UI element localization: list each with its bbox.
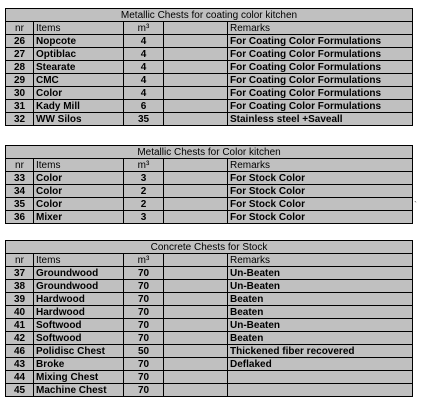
table-row	[6, 172, 413, 185]
row-nr: 27	[6, 48, 34, 61]
stray-mark: `	[414, 200, 417, 210]
row-blank	[164, 87, 228, 100]
row-remarks	[228, 384, 413, 397]
table-title-row	[6, 146, 413, 159]
row-remarks: Un-Beaten	[228, 319, 413, 332]
row-nr: 26	[6, 35, 34, 48]
row-volume: 70	[124, 358, 164, 371]
row-remarks: Beaten	[228, 306, 413, 319]
row-remarks: For Stock Color	[228, 185, 413, 198]
table-row	[6, 35, 413, 48]
row-volume: 4	[124, 48, 164, 61]
table-title-row	[6, 241, 413, 254]
row-volume: 35	[124, 113, 164, 126]
table-row	[6, 185, 413, 198]
header-unit: m³	[124, 22, 164, 35]
row-item: CMC	[34, 74, 124, 87]
row-blank	[164, 198, 228, 211]
row-item: Optiblac	[34, 48, 124, 61]
row-blank	[164, 74, 228, 87]
row-item: Stearate	[34, 61, 124, 74]
row-blank	[164, 319, 228, 332]
row-nr: 35	[6, 198, 34, 211]
row-nr: 29	[6, 74, 34, 87]
table-row	[6, 319, 413, 332]
row-blank	[164, 384, 228, 397]
row-volume: 3	[124, 172, 164, 185]
row-remarks: For Coating Color Formulations	[228, 35, 413, 48]
row-nr: 33	[6, 172, 34, 185]
table-header-row	[6, 22, 413, 35]
row-nr: 45	[6, 384, 34, 397]
header-nr: nr	[6, 22, 34, 35]
row-nr: 32	[6, 113, 34, 126]
header-nr: nr	[6, 254, 34, 267]
coating-color-kitchen-table	[5, 8, 413, 126]
color-kitchen-table	[5, 145, 413, 224]
row-remarks: Un-Beaten	[228, 267, 413, 280]
row-remarks: Beaten	[228, 293, 413, 306]
row-nr: 40	[6, 306, 34, 319]
concrete-chests-stock-table	[5, 240, 413, 397]
header-blank	[164, 159, 228, 172]
row-remarks: Beaten	[228, 332, 413, 345]
row-volume: 2	[124, 198, 164, 211]
table-row	[6, 384, 413, 397]
row-remarks: For Coating Color Formulations	[228, 100, 413, 113]
row-item: WW Silos	[34, 113, 124, 126]
table-header-row	[6, 254, 413, 267]
row-volume: 70	[124, 319, 164, 332]
row-nr: 37	[6, 267, 34, 280]
row-remarks: Thickened fiber recovered	[228, 345, 413, 358]
row-volume: 2	[124, 185, 164, 198]
row-blank	[164, 306, 228, 319]
row-blank	[164, 172, 228, 185]
row-volume: 70	[124, 332, 164, 345]
row-volume: 70	[124, 306, 164, 319]
row-nr: 46	[6, 345, 34, 358]
header-items: Items	[34, 159, 124, 172]
row-blank	[164, 358, 228, 371]
row-remarks: For Coating Color Formulations	[228, 48, 413, 61]
row-remarks: Un-Beaten	[228, 280, 413, 293]
row-item: Color	[34, 198, 124, 211]
header-blank	[164, 22, 228, 35]
table-row	[6, 306, 413, 319]
header-remarks: Remarks	[228, 254, 413, 267]
row-volume: 70	[124, 280, 164, 293]
row-nr: 31	[6, 100, 34, 113]
row-blank	[164, 35, 228, 48]
row-volume: 70	[124, 384, 164, 397]
table-title-row	[6, 9, 413, 22]
table-row	[6, 358, 413, 371]
table-title: Metallic Chests for Color kitchen	[6, 146, 413, 159]
row-nr: 38	[6, 280, 34, 293]
row-nr: 28	[6, 61, 34, 74]
row-blank	[164, 48, 228, 61]
row-remarks: Stainless steel +Saveall	[228, 113, 413, 126]
header-unit: m³	[124, 159, 164, 172]
row-blank	[164, 185, 228, 198]
table-row	[6, 87, 413, 100]
table-title: Metallic Chests for coating color kitchen	[6, 9, 413, 22]
header-unit: m³	[124, 254, 164, 267]
row-volume: 70	[124, 371, 164, 384]
row-nr: 41	[6, 319, 34, 332]
row-remarks: For Coating Color Formulations	[228, 61, 413, 74]
header-items: Items	[34, 22, 124, 35]
table-row	[6, 267, 413, 280]
table-row	[6, 48, 413, 61]
table-row	[6, 371, 413, 384]
table-header-row	[6, 159, 413, 172]
row-remarks: For Coating Color Formulations	[228, 74, 413, 87]
row-blank	[164, 293, 228, 306]
row-remarks: For Stock Color	[228, 211, 413, 224]
header-remarks: Remarks	[228, 159, 413, 172]
row-item: Color	[34, 172, 124, 185]
table-row	[6, 61, 413, 74]
row-remarks: Deflaked	[228, 358, 413, 371]
row-remarks: For Stock Color	[228, 198, 413, 211]
row-item: Softwood	[34, 332, 124, 345]
table-row	[6, 198, 413, 211]
table-row	[6, 293, 413, 306]
table-title: Concrete Chests for Stock	[6, 241, 413, 254]
row-nr: 43	[6, 358, 34, 371]
row-blank	[164, 371, 228, 384]
table-row	[6, 74, 413, 87]
row-volume: 4	[124, 35, 164, 48]
row-blank	[164, 345, 228, 358]
row-item: Groundwood	[34, 280, 124, 293]
row-blank	[164, 100, 228, 113]
row-item: Color	[34, 87, 124, 100]
row-remarks: For Coating Color Formulations	[228, 87, 413, 100]
row-nr: 34	[6, 185, 34, 198]
row-nr: 44	[6, 371, 34, 384]
row-blank	[164, 211, 228, 224]
table-row	[6, 280, 413, 293]
row-volume: 50	[124, 345, 164, 358]
row-item: Hardwood	[34, 306, 124, 319]
row-item: Softwood	[34, 319, 124, 332]
header-blank	[164, 254, 228, 267]
table-row	[6, 211, 413, 224]
row-remarks	[228, 371, 413, 384]
row-nr: 30	[6, 87, 34, 100]
row-blank	[164, 280, 228, 293]
header-remarks: Remarks	[228, 22, 413, 35]
row-item: Machine Chest	[34, 384, 124, 397]
row-item: Kady Mill	[34, 100, 124, 113]
row-nr: 42	[6, 332, 34, 345]
row-volume: 6	[124, 100, 164, 113]
row-item: Polidisc Chest	[34, 345, 124, 358]
table-row	[6, 332, 413, 345]
header-nr: nr	[6, 159, 34, 172]
row-blank	[164, 61, 228, 74]
row-volume: 70	[124, 267, 164, 280]
row-item: Nopcote	[34, 35, 124, 48]
row-nr: 36	[6, 211, 34, 224]
row-volume: 4	[124, 74, 164, 87]
table-row	[6, 100, 413, 113]
table-row	[6, 345, 413, 358]
row-item: Mixer	[34, 211, 124, 224]
row-volume: 70	[124, 293, 164, 306]
row-item: Broke	[34, 358, 124, 371]
row-item: Mixing Chest	[34, 371, 124, 384]
row-item: Hardwood	[34, 293, 124, 306]
row-blank	[164, 267, 228, 280]
table-row	[6, 113, 413, 126]
row-blank	[164, 113, 228, 126]
row-volume: 3	[124, 211, 164, 224]
row-item: Groundwood	[34, 267, 124, 280]
row-nr: 39	[6, 293, 34, 306]
row-volume: 4	[124, 61, 164, 74]
row-volume: 4	[124, 87, 164, 100]
row-item: Color	[34, 185, 124, 198]
row-blank	[164, 332, 228, 345]
row-remarks: For Stock Color	[228, 172, 413, 185]
header-items: Items	[34, 254, 124, 267]
